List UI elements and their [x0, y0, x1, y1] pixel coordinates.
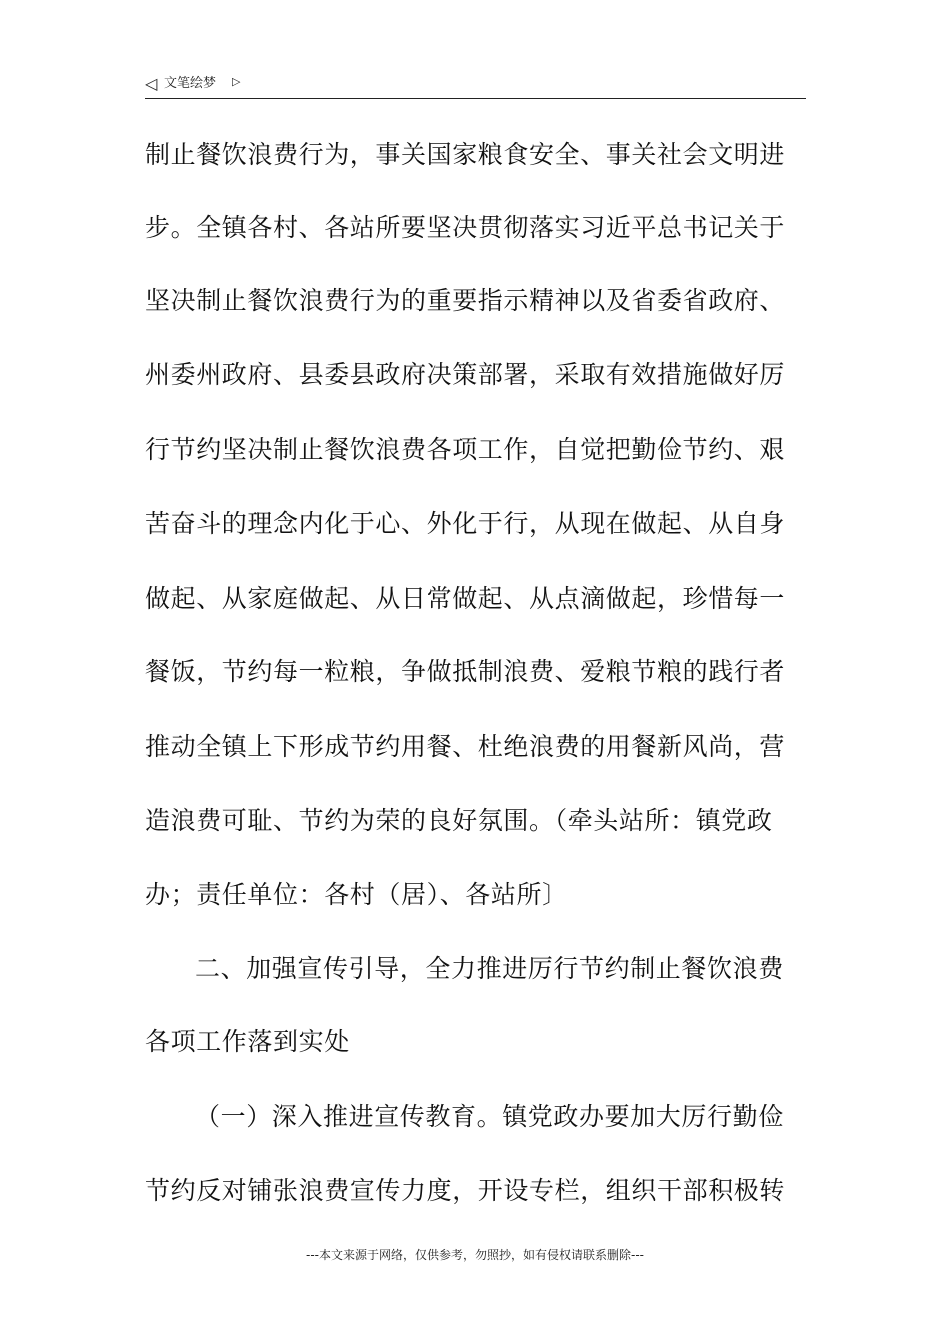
text-line: 推动全镇上下形成节约用餐、杜绝浪费的用餐新风尚，营 — [145, 732, 786, 761]
header-title: 文笔绘梦 — [164, 76, 217, 91]
subsection-paragraph-start: （一）深入推进宣传教育。镇党政办要加大厉行勤俭 — [195, 1102, 784, 1131]
text-line: 餐饭，节约每一粒粮，争做抵制浪费、爱粮节粮的践行者 — [145, 657, 786, 686]
triangle-left-icon: ◁ — [145, 74, 158, 93]
text-line: 造浪费可耻、节约为荣的良好氛围。（牵头站所：镇党政 — [145, 806, 773, 835]
text-line: 制止餐饮浪费行为，事关国家粮食安全、事关社会文明进 — [145, 140, 786, 169]
text-line: 苦奋斗的理念内化于心、外化于行，从现在做起、从自身 — [145, 509, 786, 538]
text-line: 行节约坚决制止餐饮浪费各项工作，自觉把勤俭节约、艰 — [145, 435, 786, 464]
page-header — [145, 74, 806, 99]
text-line: 节约反对铺张浪费宣传力度，开设专栏，组织干部积极转 — [145, 1176, 786, 1205]
text-line: 做起、从家庭做起、从日常做起、从点滴做起，珍惜每一 — [145, 584, 786, 613]
section-heading-continued: 各项工作落到实处 — [145, 1027, 350, 1056]
triangle-right-icon: ▷ — [232, 75, 241, 88]
text-line: 步。全镇各村、各站所要坚决贯彻落实习近平总书记关于 — [145, 213, 786, 242]
text-line: 办；责任单位：各村（居）、各站所〕 — [145, 880, 568, 909]
footer-disclaimer: ---本文来源于网络，仅供参考，勿照抄，如有侵权请联系删除--- — [306, 1248, 644, 1262]
section-heading: 二、加强宣传引导，全力推进厉行节约制止餐饮浪费 — [195, 954, 784, 983]
text-line: 州委州政府、县委县政府决策部署，采取有效措施做好厉 — [145, 360, 786, 389]
text-line: 坚决制止餐饮浪费行为的重要指示精神以及省委省政府、 — [145, 286, 786, 315]
